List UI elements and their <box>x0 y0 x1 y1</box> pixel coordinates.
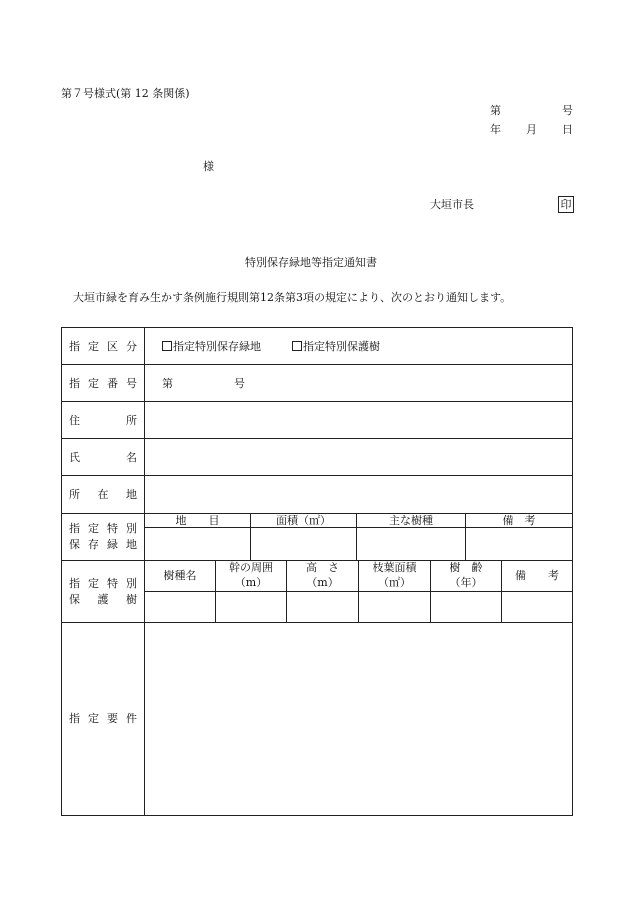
label-shimei: 氏名 <box>69 451 137 464</box>
option-ryokuchi[interactable] <box>162 340 261 353</box>
form-number: 第７号様式(第 12 条関係) <box>61 87 190 100</box>
intro-text: 大垣市緑を育み生かす条例施行規則第12条第3項の規定により、次のとおり通知します。 <box>73 291 512 304</box>
doc-number-dai: 第 <box>490 104 501 117</box>
header-chimoku: 地 目 <box>175 514 220 527</box>
label-ryokuchi-line2: 保存緑地 <box>69 538 137 551</box>
header-jurei: 樹 齢 <box>449 561 483 574</box>
header-takasa-unit: （m） <box>306 576 339 589</box>
label-yoken: 指定要件 <box>69 712 137 725</box>
document-title: 特別保存緑地等指定通知書 <box>245 256 377 269</box>
date-day: 日 <box>562 123 573 136</box>
label-shitei-bango: 指定番号 <box>69 377 137 390</box>
row-divider <box>62 401 572 402</box>
header-takasa: 高 さ <box>306 561 339 574</box>
label-jusho: 住所 <box>69 414 137 427</box>
label-hogoju-line1: 指定特別 <box>69 577 137 590</box>
row-divider <box>62 622 572 623</box>
checkbox-icon[interactable] <box>292 341 302 351</box>
header-jushumei: 樹種名 <box>163 569 197 582</box>
bango-dai: 第 <box>162 377 173 390</box>
header-hogoju-biko: 備 考 <box>515 569 559 582</box>
option-hogoju-label: 指定特別保護樹 <box>303 340 380 353</box>
label-hogoju-line2: 保護樹 <box>69 593 137 606</box>
addressee-suffix: 様 <box>203 160 214 173</box>
checkbox-icon[interactable] <box>162 341 172 351</box>
header-biko: 備 考 <box>502 514 536 527</box>
header-shiyo-menseki: 枝葉面積 <box>372 561 417 574</box>
label-shozaichi: 所在地 <box>69 488 137 501</box>
row-divider <box>144 527 572 528</box>
date-year: 年 <box>490 123 501 136</box>
header-shiyo-menseki-unit: （㎡） <box>378 576 411 589</box>
option-ryokuchi-label: 指定特別保存緑地 <box>173 340 261 353</box>
date-month: 月 <box>526 123 537 136</box>
option-hogoju[interactable] <box>292 340 380 353</box>
bango-go: 号 <box>234 377 245 390</box>
notification-table <box>61 327 573 816</box>
header-menseki: 面積（㎡） <box>276 514 331 527</box>
header-miki-shui-unit: （m） <box>234 576 268 589</box>
doc-number-go: 号 <box>562 104 573 117</box>
label-shitei-kubun: 指定区分 <box>69 340 137 353</box>
header-jurei-unit: （年） <box>449 576 483 589</box>
header-miki-shui: 幹の周囲 <box>229 561 273 574</box>
seal-mark: 印 <box>558 196 574 213</box>
header-omona-jushu: 主な樹種 <box>389 514 433 527</box>
row-divider <box>62 438 572 439</box>
label-ryokuchi-line1: 指定特別 <box>69 522 137 535</box>
row-divider <box>62 364 572 365</box>
issuer: 大垣市長 <box>430 198 474 211</box>
row-divider <box>62 475 572 476</box>
